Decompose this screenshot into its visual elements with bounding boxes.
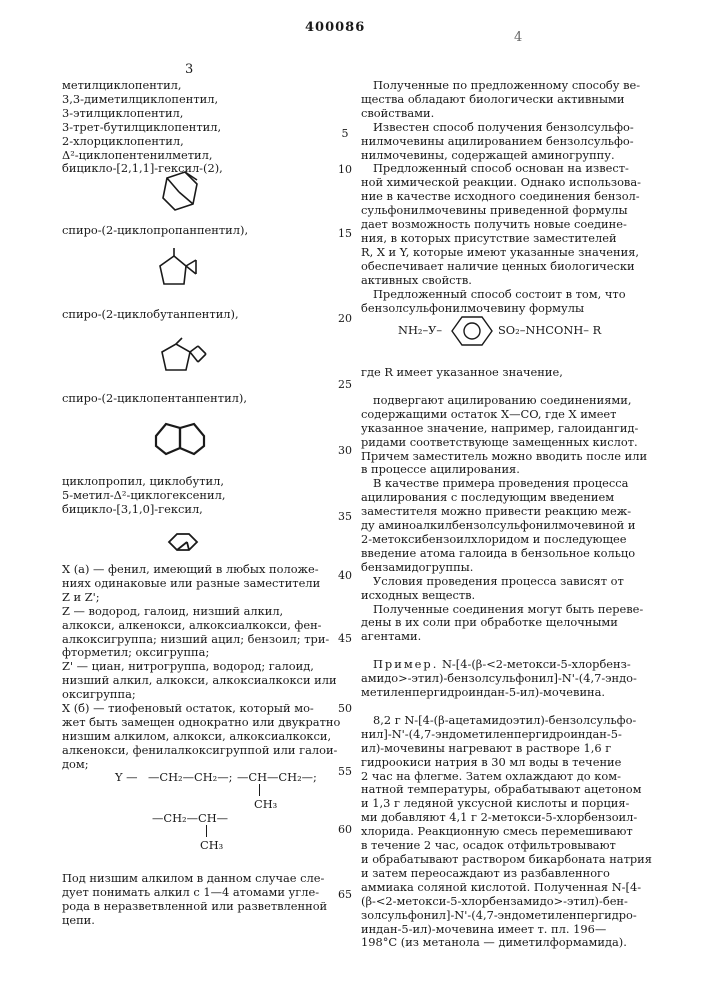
text-line: содержащими остаток X—CO, где X имеет xyxy=(361,408,652,422)
spiro-cyclopentane-structure-image xyxy=(152,418,208,474)
text-line: ацилирования с последующим введением xyxy=(361,491,652,505)
right-block-2 xyxy=(361,366,652,950)
formula-left: NH₂–У– xyxy=(398,323,442,337)
left-list-1 xyxy=(62,79,223,176)
patent-page xyxy=(0,0,707,1000)
list-item: 5-метил-Δ²-циклогексенил, xyxy=(62,489,225,503)
line-number: 40 xyxy=(337,569,353,582)
text-line: обеспечивает наличие ценных биологически xyxy=(361,260,641,274)
list-item: бицикло-[2,1,1]-гексил-(2), xyxy=(62,162,223,176)
text-line: золсульфонил]-N'-(4,7-эндометиленпергидро- xyxy=(361,909,652,923)
text-line: ниях одинаковые или разные заместители xyxy=(62,577,340,591)
left-list-2 xyxy=(62,475,225,517)
text-line: введение атома галоида в бензольное кольцо xyxy=(361,547,652,561)
text-line: натной температуры, обрабатывают ацетоном xyxy=(361,783,652,797)
text-line: дены в их соли при обработке щелочными xyxy=(361,616,652,630)
spiro-2-label: спиро-(2-циклобутанпентил), xyxy=(62,308,239,322)
text-line: ил)-мочевины нагревают в растворе 1,6 г xyxy=(361,742,652,756)
text-line: активных свойств. xyxy=(361,274,641,288)
example-title: N-[4-(β-<2-метокси-5-хлорбенз- xyxy=(442,657,631,671)
text-line: нилмочевины, содержащей аминогруппу. xyxy=(361,149,641,163)
line-number: 65 xyxy=(337,888,353,901)
text-line: ния, в которых присутствие заместителей xyxy=(361,232,641,246)
text-line: исходных веществ. xyxy=(361,589,652,603)
text-line: и обрабатывают раствором бикарбоната натрия xyxy=(361,853,652,867)
text-line: бензолсульфонилмочевину формулы xyxy=(361,302,641,316)
line-number: 10 xyxy=(337,163,353,176)
text-line: амидо>-этил)-бензолсульфонил]-N'-(4,7-эндо- xyxy=(361,672,652,686)
text-line: алкоксигруппа; низший ацил; бензоил; три- xyxy=(62,633,340,647)
formula-right: SO₂–NHCONH– R xyxy=(498,323,601,337)
bicyclohexyl-structure-image xyxy=(155,170,205,216)
text-line: Причем заместитель можно вводить после или xyxy=(361,450,652,464)
text-line: 2 час на флегме. Затем охлаждают до ком- xyxy=(361,770,652,784)
text-line: алкокси, алкенокси, алкоксиалкокси, фен- xyxy=(62,619,340,633)
text-line: Предложенный способ основан на извест- xyxy=(361,162,641,176)
list-item: Δ²-циклопентенилметил, xyxy=(62,149,223,163)
text-line: бензамидогруппы. xyxy=(361,561,652,575)
spiro-3-label: спиро-(2-циклопентанпентил), xyxy=(62,392,247,406)
text-line: и затем переосаждают из разбавленного xyxy=(361,867,652,881)
bond-line xyxy=(206,825,207,837)
text-line xyxy=(361,658,652,672)
text-line: подвергают ацилированию соединениями, xyxy=(361,394,652,408)
text-line: Z' — циан, нитрогруппа, водород; галоид, xyxy=(62,660,340,674)
line-number: 30 xyxy=(337,444,353,457)
page-number-right: 4 xyxy=(514,30,522,45)
text-line: Под низшим алкилом в данном случае сле- xyxy=(62,872,327,886)
text-line: агентами. xyxy=(361,630,652,644)
text-line: низшим алкилом, алкокси, алкоксиалкокси, xyxy=(62,730,340,744)
text-line: Известен способ получения бензолсульфо- xyxy=(361,121,641,135)
text-line: низший алкил, алкокси, алкоксиалкокси или xyxy=(62,674,340,688)
text-line: нил]-N'-(4,7-эндометиленпергидроиндан-5- xyxy=(361,728,652,742)
list-item: 3-этилциклопентил, xyxy=(62,107,223,121)
text-line: дом; xyxy=(62,758,340,772)
text-line: Условия проведения процесса зависят от xyxy=(361,575,652,589)
text-line: сульфонилмочевины приведенной формулы xyxy=(361,204,641,218)
text-line: Полученные по предложенному способу ве- xyxy=(361,79,641,93)
line-number: 20 xyxy=(337,312,353,325)
text-line: указанное значение, например, галоидангид- xyxy=(361,422,652,436)
text-line: цепи. xyxy=(62,914,327,928)
text-line: X (б) — тиофеновый остаток, который мо- xyxy=(62,702,340,716)
list-item: циклопропил, циклобутил, xyxy=(62,475,225,489)
text-line: 2-метоксибензоилхлоридом и последующее xyxy=(361,533,652,547)
text-line: свойствами. xyxy=(361,107,641,121)
text-line: R, X и Y, которые имеют указанные значения, xyxy=(361,246,641,260)
line-number: 55 xyxy=(337,765,353,778)
text-line: щества обладают биологически активными xyxy=(361,93,641,107)
example-label: Пример. xyxy=(373,657,438,671)
text-line: X (а) — фенил, имеющий в любых положе- xyxy=(62,563,340,577)
line-number: 45 xyxy=(337,632,353,645)
text-line: Предложенный способ состоит в том, что xyxy=(361,288,641,302)
y-option-propylene-a: —CH—CH₂—; xyxy=(237,770,317,784)
text-line: жет быть замещен однократно или двукратно xyxy=(62,716,340,730)
text-line: и 1,3 г ледяной уксусной кислоты и порция- xyxy=(361,797,652,811)
text-line: В качестве примера проведения процесса xyxy=(361,477,652,491)
text-line: хлорида. Реакционную смесь перемешивают xyxy=(361,825,652,839)
text-line: (β-<2-метокси-5-хлорбензамидо>-этил)-бен- xyxy=(361,895,652,909)
y-label: Y — xyxy=(115,770,138,784)
text-line: гидроокиси натрия в 30 мл воды в течение xyxy=(361,756,652,770)
text-line: 198°C (из метанола — диметилформамида). xyxy=(361,936,652,950)
bond-line xyxy=(259,784,260,796)
text-line: ду аминоалкилбензолсульфонилмочевиной и xyxy=(361,519,652,533)
bicyclo-310-structure-image xyxy=(165,530,205,558)
patent-number: 400086 xyxy=(305,20,365,35)
right-block-1 xyxy=(361,79,641,315)
spiro-cyclopropane-structure-image xyxy=(150,254,206,300)
text-line: в процессе ацилирования. xyxy=(361,463,652,477)
text-line: алкенокси, фенилалкоксигруппой или галои- xyxy=(62,744,340,758)
text-line: фторметил; оксигруппа; xyxy=(62,646,340,660)
text-line: Z и Z'; xyxy=(62,591,340,605)
text-line: метиленпергидроиндан-5-ил)-мочевина. xyxy=(361,686,652,700)
methyl-a: CH₃ xyxy=(254,797,277,811)
text-line: ние в качестве исходного соединения бензол- xyxy=(361,190,641,204)
spiro-cyclobutane-structure-image xyxy=(152,340,212,382)
text-line: 8,2 г N-[4-(β-ацетамидоэтил)-бензолсульфо- xyxy=(361,714,652,728)
text-line: нилмочевины ацилированием бензолсульфо- xyxy=(361,135,641,149)
list-item: 3-трет-бутилциклопентил, xyxy=(62,121,223,135)
left-definitions xyxy=(62,563,340,772)
text-line: Z — водород, галоид, низший алкил, xyxy=(62,605,340,619)
line-number: 35 xyxy=(337,510,353,523)
text-line: Полученные соединения могут быть переве- xyxy=(361,603,652,617)
list-item: 3,3-диметилциклопентил, xyxy=(62,93,223,107)
text-line: дует понимать алкил с 1—4 атомами угле- xyxy=(62,886,327,900)
text-line: ридами соответствующе замещенных кислот. xyxy=(361,436,652,450)
page-number-left: 3 xyxy=(185,62,193,77)
text-line: в течение 2 час, осадок отфильтровывают xyxy=(361,839,652,853)
line-number: 50 xyxy=(337,702,353,715)
text-line: где R имеет указанное значение, xyxy=(361,366,652,380)
methyl-b: CH₃ xyxy=(200,838,223,852)
spiro-1-label: спиро-(2-циклопропанпентил), xyxy=(62,224,248,238)
y-option-propylene-b: —CH₂—CH— xyxy=(152,811,228,825)
benzene-ring-image xyxy=(448,315,498,347)
text-line: оксигруппа; xyxy=(62,688,340,702)
line-number: 60 xyxy=(337,823,353,836)
text-line: заместителя можно привести реакцию меж- xyxy=(361,505,652,519)
text-line: дает возможность получить новые соедине- xyxy=(361,218,641,232)
text-line: ми добавляют 4,1 г 2-метокси-5-хлорбензоил- xyxy=(361,811,652,825)
text-line: рода в неразветвленной или разветвленной xyxy=(62,900,327,914)
left-final-paragraph xyxy=(62,872,327,928)
y-option-ethylene: —CH₂—CH₂—; xyxy=(148,770,232,784)
list-item: метилциклопентил, xyxy=(62,79,223,93)
line-number: 25 xyxy=(337,378,353,391)
text-line: аммиака соляной кислотой. Полученная N-[4- xyxy=(361,881,652,895)
list-item: бицикло-[3,1,0]-гексил, xyxy=(62,503,225,517)
list-item: 2-хлорциклопентил, xyxy=(62,135,223,149)
line-number: 5 xyxy=(337,127,353,140)
text-line: индан-5-ил)-мочевина имеет т. пл. 196— xyxy=(361,923,652,937)
text-line: ной химической реакции. Однако использова- xyxy=(361,176,641,190)
line-number: 15 xyxy=(337,227,353,240)
